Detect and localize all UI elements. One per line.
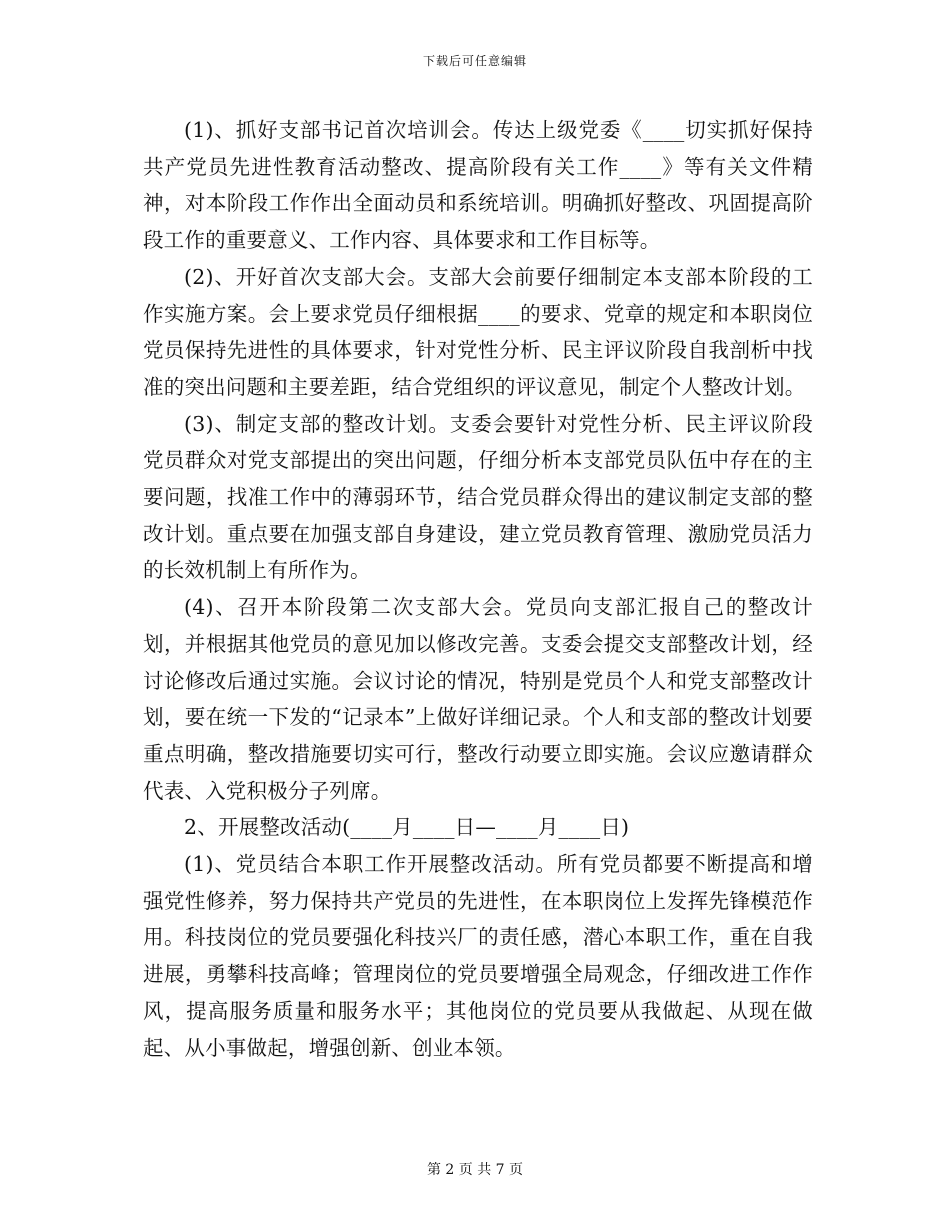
paragraph-1-1: (1)、抓好支部书记首次培训会。传达上级党委《____切实抓好保持共产党员先进性教育活动整改、提高阶段有关工作____》等有关文件精神，对本阶段工作作出全面动员和系统培训。明确抓好整改、巩固提高阶段工作的重要意义、工作内容、具体要求和工作目标等。 xyxy=(143,118,813,253)
paragraph-1-4: (4)、召开本阶段第二次支部大会。党员向支部汇报自己的整改计划，并根据其他党员的意见加以修改完善。支委会提交支部整改计划，经讨论修改后通过实施。会议讨论的情况，特别是党员个人和党支部整改计划，要在统一下发的“记录本”上做好详细记录。个人和支部的整改计划要重点明确，整改措施要切实可行，整改行动要立即实施。会议应邀请群众代表、入党积极分子列席。 xyxy=(143,595,813,803)
paragraph-1-3: (3)、制定支部的整改计划。支委会要针对党性分析、民主评议阶段党员群众对党支部提出的突出问题，仔细分析本支部党员队伍中存在的主要问题，找准工作中的薄弱环节，结合党员群众得出的建议制定支部的整改计划。重点要在加强支部自身建设，建立党员教育管理、激励党员活力的长效机制上有所作为。 xyxy=(143,411,813,583)
document-body xyxy=(143,112,813,1066)
paragraph-2-1: (1)、党员结合本职工作开展整改活动。所有党员都要不断提高和增强党性修养，努力保持共产党员的先进性，在本职岗位上发挥先锋模范作用。科技岗位的党员要强化科技兴厂的责任感，潜心本职工作，重在自我进展，勇攀科技高峰；管理岗位的党员要增强全局观念，仔细改进工作作风，提高服务质量和服务水平；其他岗位的党员要从我做起、从现在做起、从小事做起，增强创新、创业本领。 xyxy=(143,852,813,1060)
page-header-note: 下载后可任意编辑 xyxy=(422,54,527,68)
page-number-footer: 第 2 页 共 7 页 xyxy=(426,1162,524,1178)
section-heading-2: 2、开展整改活动(____月____日—____月____日) xyxy=(184,815,630,840)
paragraph-1-2: (2)、开好首次支部大会。支部大会前要仔细制定本支部本阶段的工作实施方案。会上要求党员仔细根据____的要求、党章的规定和本职岗位党员保持先进性的具体要求，针对党性分析、民主评议阶段自我剖析中找准的突出问题和主要差距，结合党组织的评议意见，制定个人整改计划。 xyxy=(143,264,813,399)
